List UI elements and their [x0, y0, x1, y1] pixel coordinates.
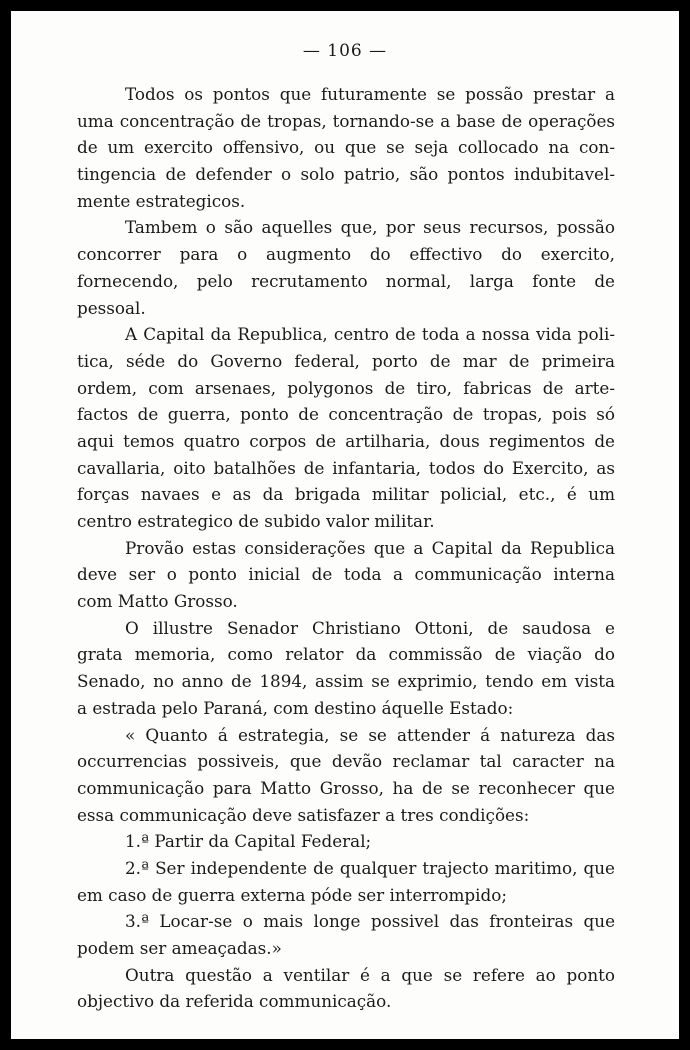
- text-line: 1.ª Partir da Capital Federal;: [125, 831, 372, 852]
- text-line: deve ser o ponto inicial de toda a communicação interna: [77, 564, 615, 585]
- text-line: Todos os pontos que futuramente se possão prestar a: [125, 84, 615, 104]
- text-line: forças navaes e as da brigada militar policial, etc., é um: [77, 484, 615, 505]
- text-line: Outra questão a ventilar é a que se refere ao ponto: [125, 964, 615, 985]
- text-line: centro estrategico de subido valor militar.: [77, 511, 435, 531]
- text-line: O illustre Senador Christiano Ottoni, de saudosa e: [125, 617, 615, 638]
- text-line: grata memoria, como relator da commissão de viação do: [77, 644, 615, 665]
- text-line: a estrada pelo Paraná, com destino áquelle Estado:: [77, 697, 514, 718]
- text-body: [77, 81, 615, 1015]
- text-line: aqui temos quatro corpos de artilharia, dous regimentos de: [77, 430, 615, 451]
- text-line: Provão estas considerações que a Capital da Republica: [125, 537, 615, 558]
- text-line: uma concentração de tropas, tornando-se a base de operações: [77, 110, 615, 131]
- text-line: communicação para Matto Grosso, ha de se reconhecer que: [77, 777, 615, 798]
- text-line: A Capital da Republica, centro de toda a nossa vida poli-: [125, 324, 615, 345]
- text-line: essa communicação deve satisfazer a tres condições:: [77, 804, 530, 825]
- text-line: fornecendo, pelo recrutamento normal, larga fonte de: [77, 270, 615, 291]
- text-line: factos de guerra, ponto de concentração de tropas, pois só: [77, 404, 615, 425]
- text-line: tingencia de defender o solo patrio, são pontos indubitavel-: [77, 164, 615, 185]
- book-page: [11, 11, 679, 1039]
- page-number: — 106 —: [302, 41, 388, 61]
- text-line: Senado, no anno de 1894, assim se exprimio, tendo em vista: [77, 671, 615, 692]
- text-line: podem ser ameaçadas.»: [77, 938, 282, 958]
- text-line: Tambem o são aquelles que, por seus recursos, possão: [125, 217, 615, 238]
- text-line: de um exercito offensivo, ou que se seja collocado na con-: [77, 137, 615, 158]
- text-line: cavallaria, oito batalhões de infantaria, todos do Exercito, as: [77, 457, 615, 478]
- text-line: 2.ª Ser independente de qualquer trajecto maritimo, que: [125, 857, 615, 878]
- text-line: « Quanto á estrategia, se se attender á natureza das: [125, 724, 615, 745]
- text-line: occurrencias possiveis, que devão reclamar tal caracter na: [77, 751, 615, 772]
- text-line: com Matto Grosso.: [77, 591, 238, 612]
- text-line: objectivo da referida communicação.: [77, 991, 392, 1012]
- text-line: mente estrategicos.: [77, 190, 246, 211]
- text-line: em caso de guerra externa póde ser interrompido;: [77, 884, 508, 905]
- text-line: pessoal.: [77, 297, 146, 318]
- text-line: 3.ª Locar-se o mais longe possivel das fronteiras que: [125, 911, 615, 932]
- text-line: concorrer para o augmento do effectivo do exercito,: [77, 244, 615, 265]
- text-line: ordem, com arsenaes, polygonos de tiro, fabricas de arte-: [77, 377, 615, 398]
- text-line: tica, séde do Governo federal, porto de mar de primeira: [77, 350, 615, 371]
